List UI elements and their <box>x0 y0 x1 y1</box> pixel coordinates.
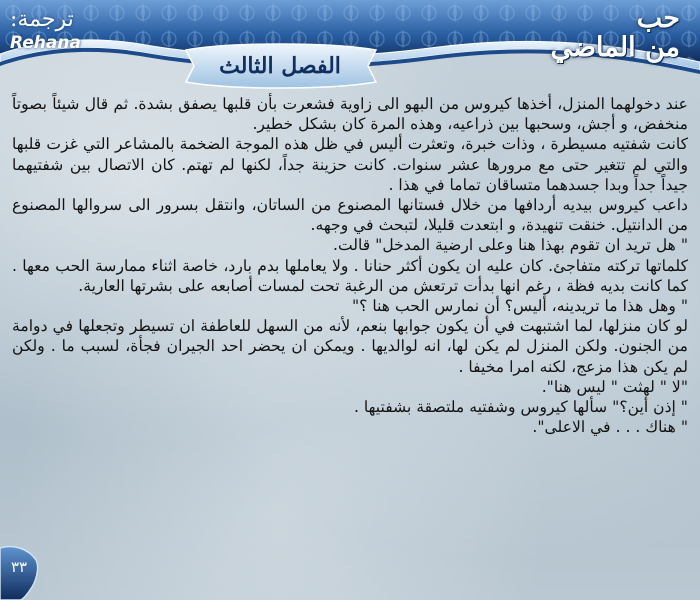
chapter-title: الفصل الثالث <box>219 53 341 79</box>
paragraph: " وهل هذا ما تريدينه، أليس؟ أن نمارس الحب هنا ؟" <box>351 297 688 316</box>
page-number-badge <box>0 538 40 600</box>
paragraph: كلماتها تركته متفاجئ. كان عليه ان يكون أكثر حنانا . ولا يعاملها بدم بارد، خاصة اثناء ممارسة الحب معها . كما كانت بديه فظة ، رغم انها بدأت ترتعش من الرغبة تحت لمسات أصابعه على بشرتها العارية. <box>12 256 688 295</box>
paragraph: " هناك . . . في الاعلى". <box>532 418 688 437</box>
paragraph: داعب كيروس بيديه أردافها من خلال فستانها المصنوع من الساتان، وانتقل بسرور الى سروالها المصنوع من الدانتيل. خنقت تنهيدة، و ابتعدت قليلا، لتبحث في وجهه. <box>12 196 688 235</box>
chapter-text <box>12 94 688 437</box>
paragraph: " هل تريد ان تقوم بهذا هنا وعلى ارضية المدخل" قالت. <box>333 236 688 255</box>
paragraph: لو كان منزلها، لما اشتبهت في أن يكون جوابها بنعم، لأنه من السهل للعاطفة ان تسيطر وتجعلها في دوامة من الجنون. ولكن المنزل لم يكن لها، انه لوالديها . ويمكن ان يحضر احد الجيران فجأة، لسبب ما . ولكن لم يكن هذا مزعج، لكنه امرا مخيفا . <box>12 317 688 376</box>
paragraph: "لا " لهثت " ليس هنا". <box>541 377 688 396</box>
translator-label: ترجمة: <box>10 7 74 32</box>
book-title-line-1: حب <box>636 3 680 34</box>
translator-credit <box>10 8 130 53</box>
book-title-line-2: من الماضي <box>550 32 680 63</box>
translator-name: Rehana <box>10 33 81 53</box>
paragraph: عند دخولهما المنزل، أخذها كيروس من البهو الى زاوية فشعرت بأن قلبها يصفق بشدة. ثم قال شيئاً بصوتاً منخفض، و أجش، وسحبها بين ذراعيه، وهذه المرة كان بشكل خطير. <box>12 95 688 134</box>
paragraph: كانت شفتيه مسيطرة ، وذات خبرة، وتعثرت أليس في ظل هذه الموجة الضخمة بالمشاعر التي غزت قلبها والتي لم تتغير حتى مع مرورها عشر سنوات. كانت حزينة جداً، لكنها لم تهتم. كان الاتصال بين شفتيهما جيداً جداً وبدا جسدهما متساقان تماما في هذا . <box>12 135 688 194</box>
paragraph: " إذن أين؟" سألها كيروس وشفتيه ملتصقة بشفتيها . <box>353 398 688 417</box>
page-number: ٣٣ <box>10 558 28 576</box>
book-title <box>460 4 680 62</box>
